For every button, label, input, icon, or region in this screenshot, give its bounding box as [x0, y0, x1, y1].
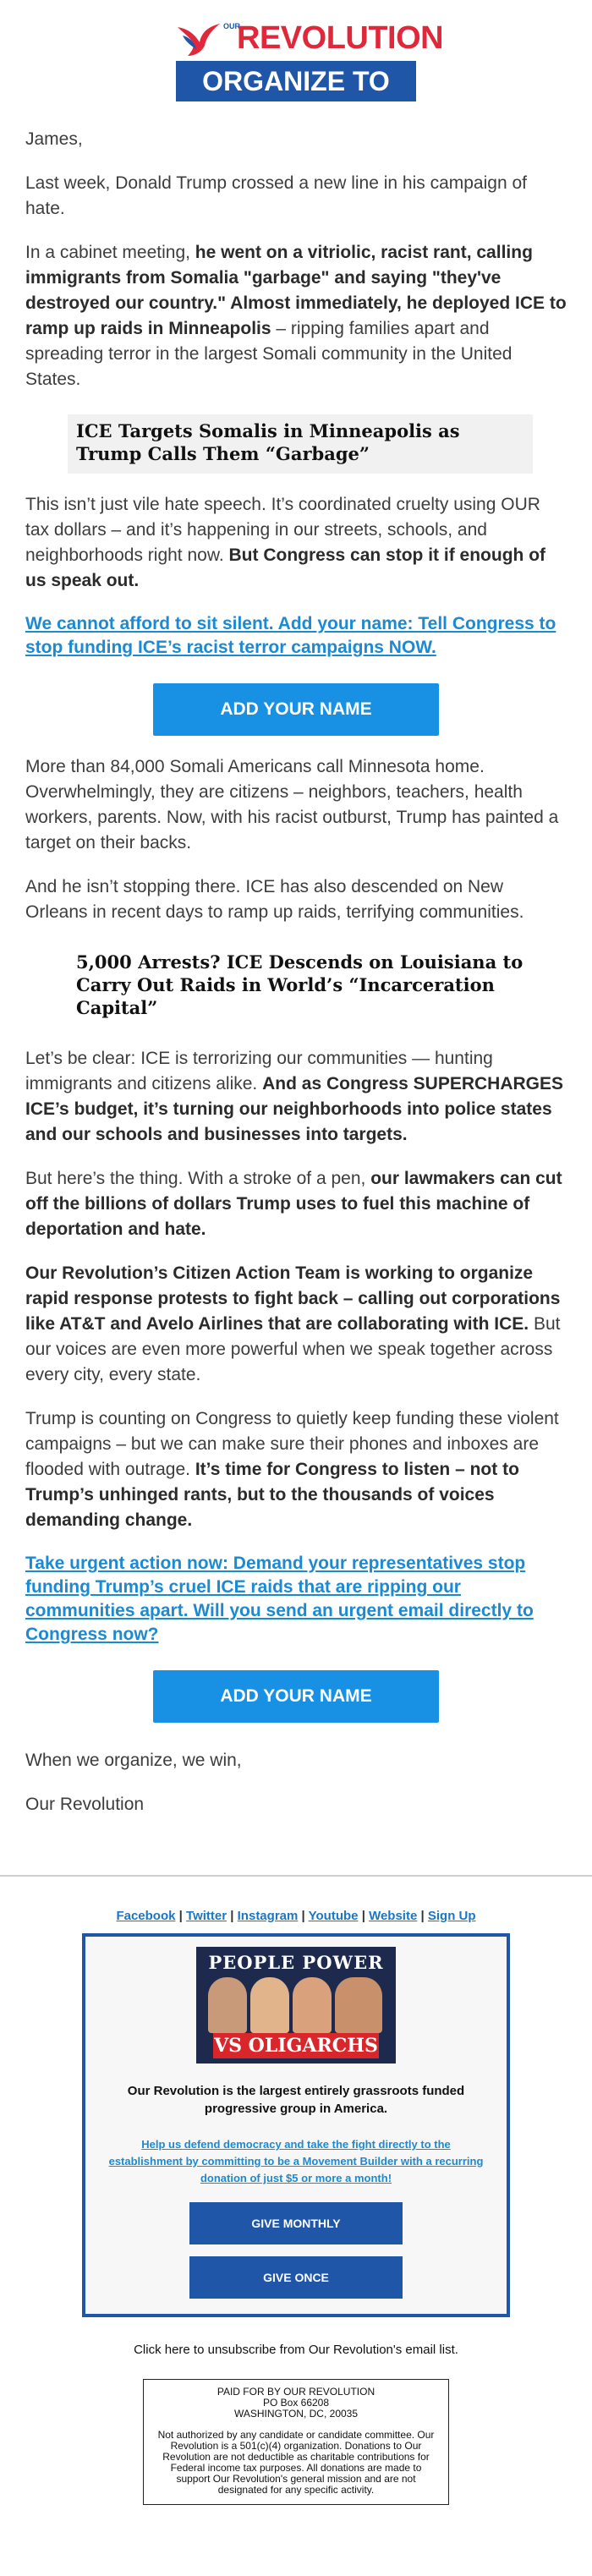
donation-box — [82, 1933, 510, 2317]
twitter-link[interactable]: Twitter — [186, 1909, 227, 1923]
poster-face — [208, 1977, 247, 2033]
po-box-line: PO Box 66208 — [262, 2397, 330, 2409]
give-monthly-wrap — [99, 2202, 493, 2244]
email-page — [0, 17, 592, 2505]
poster-face — [250, 1977, 289, 2033]
social-links — [0, 1909, 592, 1923]
tell-congress-link[interactable]: We cannot afford to sit silent. Add your name: Tell Congress to stop funding ICE’s racist terror campaigns NOW. — [25, 614, 556, 657]
org-tagline: Our Revolution is the largest entirely grassroots funded progressive group in America. — [127, 2084, 465, 2116]
add-your-name-button-2[interactable]: ADD YOUR NAME — [153, 1670, 439, 1723]
separator: | — [301, 1909, 305, 1923]
email-body — [0, 127, 592, 1817]
email-congress-link[interactable]: Take urgent action now: Demand your representatives stop funding Trump’s cruel ICE raids that are ripping our communities apart. Will you send an urgent email directly to Congress now? — [25, 1554, 534, 1644]
logo-tagline: ORGANIZE TO WIN — [176, 61, 416, 101]
city-line: WASHINGTON, DC, 20035 — [233, 2408, 359, 2420]
paragraph-6: Let’s be clear: ICE is terrorizing our communities — hunting immigrants and citizens alike. And as Congress SUPERCHARGES ICE’s budget, it’s turning our neighborhoods into police states and our schools and businesses into targets. — [25, 1049, 564, 1144]
instagram-link[interactable]: Instagram — [237, 1909, 299, 1923]
paragraph-9: Trump is counting on Congress to quietly keep funding these violent campaigns – but we can make sure their phones and inboxes are flooded with outrage. It’s time for Congress to listen – not to Trump’s unhinged rants, but to the thousands of voices demanding change. — [25, 1409, 559, 1530]
facebook-link[interactable]: Facebook — [116, 1909, 176, 1923]
separator: | — [178, 1909, 183, 1923]
poster-face — [293, 1977, 332, 2033]
poster-subtitle: VS OLIGARCHS — [214, 2035, 378, 2057]
our-revolution-logo[interactable] — [169, 17, 444, 137]
poster-face — [335, 1977, 382, 2033]
paragraph-1: Last week, Donald Trump crossed a new line in his campaign of hate. — [25, 173, 527, 218]
unsubscribe-link[interactable]: Click here to unsubscribe from Our Revolution's email list. — [134, 2343, 458, 2357]
paragraph-3: This isn’t just vile hate speech. It’s coordinated cruelty using OUR tax dollars – and it’s happening in our streets, schools, and neighborhoods right now. But Congress can stop it if enough of us speak out. — [25, 495, 546, 590]
people-power-poster[interactable] — [196, 1947, 396, 2064]
closing-line: When we organize, we win, — [25, 1751, 242, 1770]
headline-ice-minneapolis: ICE Targets Somalis in Minneapolis as Trump Calls Them “Garbage” — [68, 414, 533, 474]
sign-up-link[interactable]: Sign Up — [427, 1909, 476, 1923]
signoff: Our Revolution — [25, 1795, 145, 1814]
paragraph-2: In a cabinet meeting, he went on a vitriolic, racist rant, calling immigrants from Somalia "garbage" and saying "they've destroyed our country." Almost immediately, he deployed ICE to ramp up raids in Minneapolis – ripping families apart and spreading terror in the largest Somali community in the United States. — [25, 243, 567, 389]
separator: | — [230, 1909, 234, 1923]
poster-title: PEOPLE POWER — [208, 1952, 384, 1973]
paragraph-7: But here’s the thing. With a stroke of a pen, our lawmakers can cut off the billions of dollars Trump uses to fuel this machine of deportation and hate. — [25, 1169, 562, 1239]
separator: | — [361, 1909, 365, 1923]
paragraph-5: And he isn’t stopping there. ICE has also descended on New Orleans in recent days to ramp up raids, terrifying communities. — [25, 877, 524, 922]
separator: | — [420, 1909, 425, 1923]
logo-our-text: OUR — [223, 22, 240, 30]
legal-disclaimer — [143, 2379, 449, 2505]
give-once-button[interactable]: GIVE ONCE — [189, 2256, 403, 2299]
disclaimer-text: Not authorized by any candidate or candidate committee. Our Revolution is a 501(c)(4) organization. Donations to Our Revolution are not deductible as charitable contributions for Federal income tax purposes. All donations are made to support Our Revolution's general mission and are not designated for any specific activity. — [157, 2429, 435, 2496]
add-your-name-button[interactable]: ADD YOUR NAME — [153, 683, 439, 736]
logo-revolution-text: REVOLUTION — [237, 20, 444, 56]
give-monthly-button[interactable]: GIVE MONTHLY — [189, 2202, 403, 2244]
website-link[interactable]: Website — [369, 1909, 418, 1923]
paragraph-4: More than 84,000 Somali Americans call Minnesota home. Overwhelmingly, they are citizens – neighbors, teachers, health workers, parents. Now, with his racist outburst, Trump has painted a target on their backs. — [25, 757, 559, 852]
paid-for-line: PAID FOR BY OUR REVOLUTION — [217, 2386, 375, 2398]
greeting: James, — [25, 129, 83, 149]
paragraph-8: Our Revolution’s Citizen Action Team is working to organize rapid response protests to fight back – calling out corporations like AT&T and Avelo Airlines that are collaborating with ICE. But our voices are even more powerful when we speak together across every city, every state. — [25, 1263, 561, 1384]
headline-ice-louisiana: 5,000 Arrests? ICE Descends on Louisiana to Carry Out Raids in World’s “Incarceration Capital” — [76, 951, 523, 1018]
give-once-wrap — [99, 2256, 493, 2299]
movement-builder-link[interactable]: Help us defend democracy and take the fight directly to the establishment by committing to be a Movement Builder with a recurring donation of just $5 or more a month! — [108, 2138, 484, 2184]
youtube-link[interactable]: Youtube — [308, 1909, 359, 1923]
bird-logo-icon — [176, 20, 223, 59]
footer-divider — [0, 1875, 592, 1877]
cta-wrap-2 — [25, 1670, 567, 1723]
cta-wrap-1 — [25, 683, 567, 736]
